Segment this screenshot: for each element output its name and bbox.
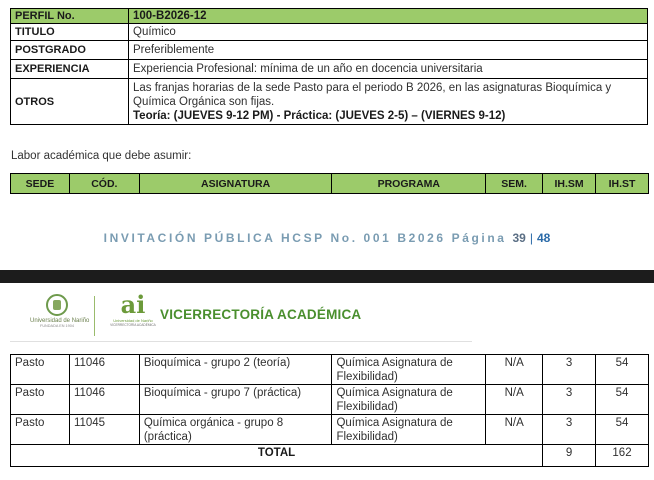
cell-programa: Química Asignatura de Flexibilidad)	[332, 415, 486, 445]
total-ihsm: 9	[543, 445, 596, 467]
table-row	[11, 385, 649, 415]
cell-asignatura: Química orgánica - grupo 8 (práctica)	[139, 415, 332, 445]
cell-sem: N/A	[486, 355, 543, 385]
page-header	[10, 290, 472, 342]
footer-separator: |	[529, 231, 533, 245]
cell-cod: 11046	[69, 385, 139, 415]
profile-value: Químico	[129, 24, 648, 41]
crest-icon	[46, 294, 68, 316]
footer-text: INVITACIÓN PÚBLICA HCSP No. 001 B2026 Página	[103, 231, 507, 245]
cell-asignatura: Bioquímica - grupo 2 (teoría)	[139, 355, 332, 385]
cell-ihst: 54	[596, 415, 649, 445]
profile-value	[129, 79, 648, 125]
ai-logo-line2: VICERRECTORÍA ACADÉMICA	[110, 323, 156, 327]
cell-ihsm: 3	[543, 415, 596, 445]
otros-text: Las franjas horarias de la sede Pasto para el periodo B 2026, en las asignaturas Bioquímica y Química Orgánica son fijas.	[133, 81, 612, 108]
courses-table	[10, 354, 649, 467]
col-ihsm: IH.SM	[543, 174, 596, 194]
col-cod: CÓD.	[69, 174, 139, 194]
total-label: TOTAL	[11, 445, 543, 467]
cell-sede: Pasto	[11, 355, 70, 385]
header-title: VICERRECTORÍA ACADÉMICA	[160, 307, 362, 322]
profile-value: Experiencia Profesional: mínima de un año en docencia universitaria	[129, 60, 648, 79]
total-ihst: 162	[596, 445, 649, 467]
profile-row-titulo	[11, 24, 648, 41]
page-footer	[0, 231, 654, 245]
profile-value: 100-B2026-12	[129, 9, 648, 24]
cell-ihsm: 3	[543, 355, 596, 385]
university-logo-text: Universidad de Nariño	[30, 318, 90, 324]
cell-cod: 11046	[69, 355, 139, 385]
otros-schedule: Teoría: (JUEVES 9-12 PM) - Práctica: (JUEVES 2-5) – (VIERNES 9-12)	[133, 109, 506, 122]
university-logo-sub: FUNDADA EN 1904	[40, 324, 74, 328]
footer-page-number: 39	[512, 231, 526, 245]
profile-row-postgrado	[11, 41, 648, 60]
profile-label: TITULO	[11, 24, 129, 41]
col-programa: PROGRAMA	[332, 174, 486, 194]
labor-header-table	[10, 173, 649, 194]
cell-sem: N/A	[486, 415, 543, 445]
profile-row-experiencia	[11, 60, 648, 79]
university-logo	[30, 294, 90, 338]
col-ihst: IH.ST	[596, 174, 649, 194]
cell-sede: Pasto	[11, 415, 70, 445]
cell-ihst: 54	[596, 355, 649, 385]
col-sem: SEM.	[486, 174, 543, 194]
profile-table	[10, 8, 648, 125]
profile-value: Preferiblemente	[129, 41, 648, 60]
profile-row-perfil	[11, 9, 648, 24]
ai-logo-mark: ai	[120, 290, 146, 319]
cell-sede: Pasto	[11, 385, 70, 415]
profile-label: EXPERIENCIA	[11, 60, 129, 79]
cell-cod: 11045	[69, 415, 139, 445]
page-break-band	[0, 270, 654, 283]
cell-sem: N/A	[486, 385, 543, 415]
header-divider	[94, 296, 95, 336]
table-row	[11, 355, 649, 385]
table-row	[11, 415, 649, 445]
col-sede: SEDE	[11, 174, 70, 194]
cell-ihst: 54	[596, 385, 649, 415]
cell-programa: Química Asignatura de Flexibilidad)	[332, 385, 486, 415]
cell-ihsm: 3	[543, 385, 596, 415]
profile-row-otros	[11, 79, 648, 125]
cell-programa: Química Asignatura de Flexibilidad)	[332, 355, 486, 385]
profile-label: OTROS	[11, 79, 129, 125]
ai-logo-line1: Universidad de Nariño	[113, 318, 153, 323]
ai-logo	[106, 292, 160, 340]
labor-intro: Labor académica que debe asumir:	[11, 150, 192, 162]
col-asignatura: ASIGNATURA	[139, 174, 332, 194]
cell-asignatura: Bioquímica - grupo 7 (práctica)	[139, 385, 332, 415]
profile-label: PERFIL No.	[11, 9, 129, 24]
profile-label: POSTGRADO	[11, 41, 129, 60]
total-row	[11, 445, 649, 467]
labor-header-row	[11, 174, 649, 194]
footer-total-pages: 48	[536, 231, 551, 245]
